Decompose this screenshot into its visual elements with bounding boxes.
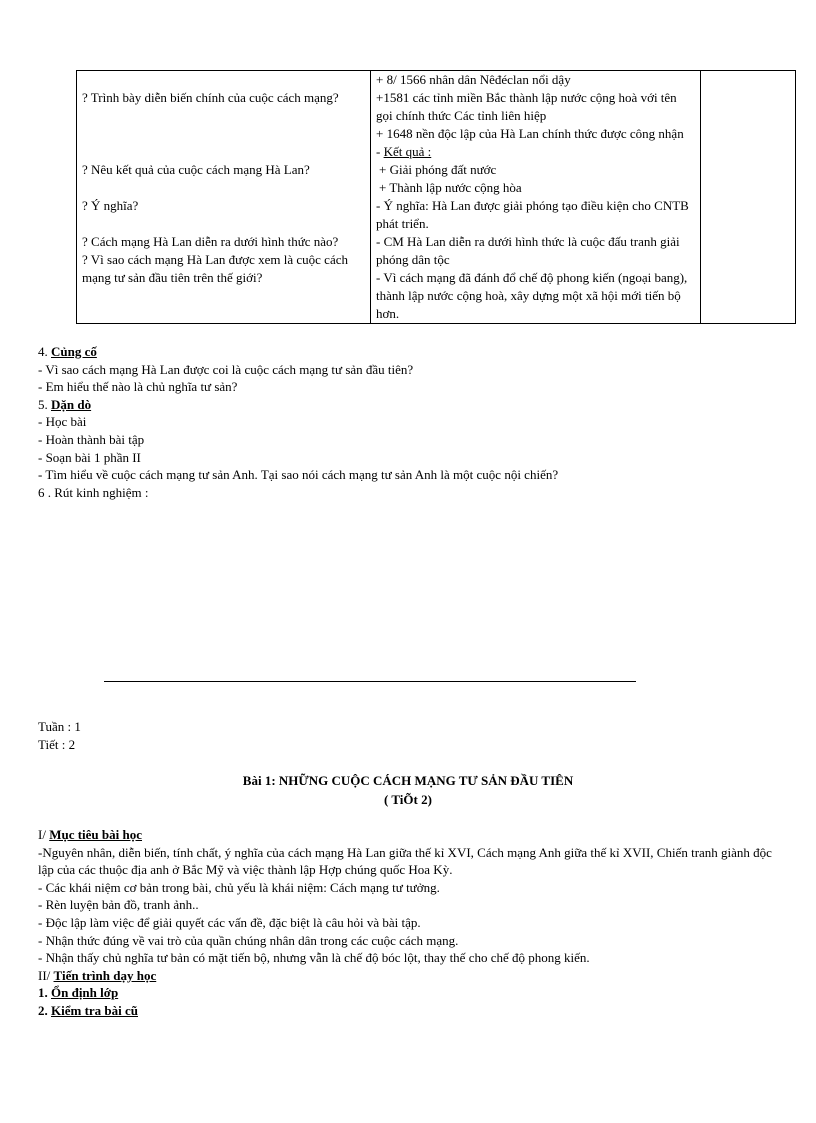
section-4-item-2: - Em hiểu thế nào là chủ nghĩa tư sản? xyxy=(38,379,238,395)
process-heading: II/ Tiến trình dạy học xyxy=(38,967,157,983)
result-item-2: + Thành lập nước cộng hòa xyxy=(379,180,522,195)
question-1: ? Trình bày diễn biến chính của cuộc cách mạng? xyxy=(82,90,339,105)
objective-item-5: - Nhận thức đúng về vai trò của quần chúng nhân dân trong các cuộc cách mạng. xyxy=(38,932,459,948)
objective-item-4: - Độc lập làm việc để giải quyết các vấn đề, đặc biệt là câu hỏi và bài tập. xyxy=(38,914,421,930)
result-item-1: + Giải phóng đất nước xyxy=(379,162,497,177)
header-2 xyxy=(38,718,788,753)
table-row xyxy=(77,71,796,324)
questions-cell xyxy=(77,71,371,324)
section-4-heading: 4. Củng cố xyxy=(38,344,97,359)
why-answer: - Vì cách mạng đã đánh đổ chế độ phong kiến (ngoại bang), thành lập nước cộng hoà, xây dựng một xã hội mới tiến bộ hơn. xyxy=(376,270,688,321)
section-4-item-1: - Vì sao cách mạng Hà Lan được coi là cuộc cách mạng tư sản đầu tiên? xyxy=(38,361,414,377)
section-6-heading: 6 . Rút kinh nghiệm : xyxy=(38,484,149,500)
section-5-item-2: - Hoàn thành bài tập xyxy=(38,431,145,447)
answer-line-2: +1581 các tỉnh miền Bắc thành lập nước cộng hoà với tên gọi chính thức Các tỉnh liên hiệp xyxy=(376,90,677,123)
lesson-title: Bài 1: NHỮNG CUỘC CÁCH MẠNG TƯ SẢN ĐẦU TIÊN xyxy=(242,773,574,788)
page-divider xyxy=(104,681,636,682)
period-label: Tiết : 2 xyxy=(38,736,76,752)
question-4: ? Cách mạng Hà Lan diễn ra dưới hình thức nào? xyxy=(82,234,339,249)
section-5-item-4: - Tìm hiểu về cuộc cách mạng tư sản Anh. Tại sao nói cách mạng tư sản Anh là một cuộc nội chiến? xyxy=(38,467,559,483)
question-5: ? Vì sao cách mạng Hà Lan được xem là cuộc cách mạng tư sản đầu tiên trên thế giới? xyxy=(82,252,348,285)
section-5-item-1: - Học bài xyxy=(38,414,87,430)
result-label: Kết quả : xyxy=(383,144,432,159)
objective-item-2: - Các khái niệm cơ bản trong bài, chủ yếu là khái niệm: Cách mạng tư tưởng. xyxy=(38,879,440,895)
empty-cell xyxy=(701,71,796,324)
objectives-section xyxy=(38,826,783,1020)
answers-cell xyxy=(371,71,701,324)
answer-line-3: + 1648 nền độc lập của Hà Lan chính thức được công nhận xyxy=(376,126,684,141)
question-2: ? Nêu kết quả của cuộc cách mạng Hà Lan? xyxy=(82,162,310,177)
form-answer: - CM Hà Lan diễn ra dưới hình thức là cuộc đấu tranh giải phóng dân tộc xyxy=(376,234,680,267)
section-5-heading: 5. Dặn dò xyxy=(38,396,92,412)
lesson-subtitle: ( TiÕt 2) xyxy=(384,792,432,807)
objectives-heading: I/ Mục tiêu bài học xyxy=(38,827,143,842)
week-label: Tuần : 1 xyxy=(38,719,81,734)
objective-item-3: - Rèn luyện bản đồ, tranh ảnh.. xyxy=(38,897,199,913)
answer-line-1: + 8/ 1566 nhân dân Nêđéclan nổi dậy xyxy=(376,72,571,87)
section-5-item-3: - Soạn bài 1 phần II xyxy=(38,449,141,465)
meaning-answer: - Ý nghĩa: Hà Lan được giải phóng tạo điều kiện cho CNTB phát triển. xyxy=(376,198,689,231)
section-4 xyxy=(38,343,788,501)
objective-item-1: -Nguyên nhân, diễn biến, tính chất, ý nghĩa của cách mạng Hà Lan giữa thế kỉ XVI, Cách mạng Anh giữa thế kỉ XVII, Chiến tranh giành độc lập của các thuộc địa anh ở Bắc Mỹ và việc thành lập Hợp chúng quốc Hoa Kỳ. xyxy=(38,844,772,878)
lesson-table xyxy=(76,70,796,324)
process-step-1: 1. Ổn định lớp xyxy=(38,985,119,1001)
result-heading: - Kết quả : xyxy=(376,144,432,159)
question-3: ? Ý nghĩa? xyxy=(82,198,139,213)
process-step-2: 2. Kiểm tra bài cũ xyxy=(38,1002,139,1018)
objective-item-6: - Nhận thấy chủ nghĩa tư bản có mặt tiến bộ, nhưng vẫn là chế độ bóc lột, thay thế cho chế độ phong kiến. xyxy=(38,950,590,966)
